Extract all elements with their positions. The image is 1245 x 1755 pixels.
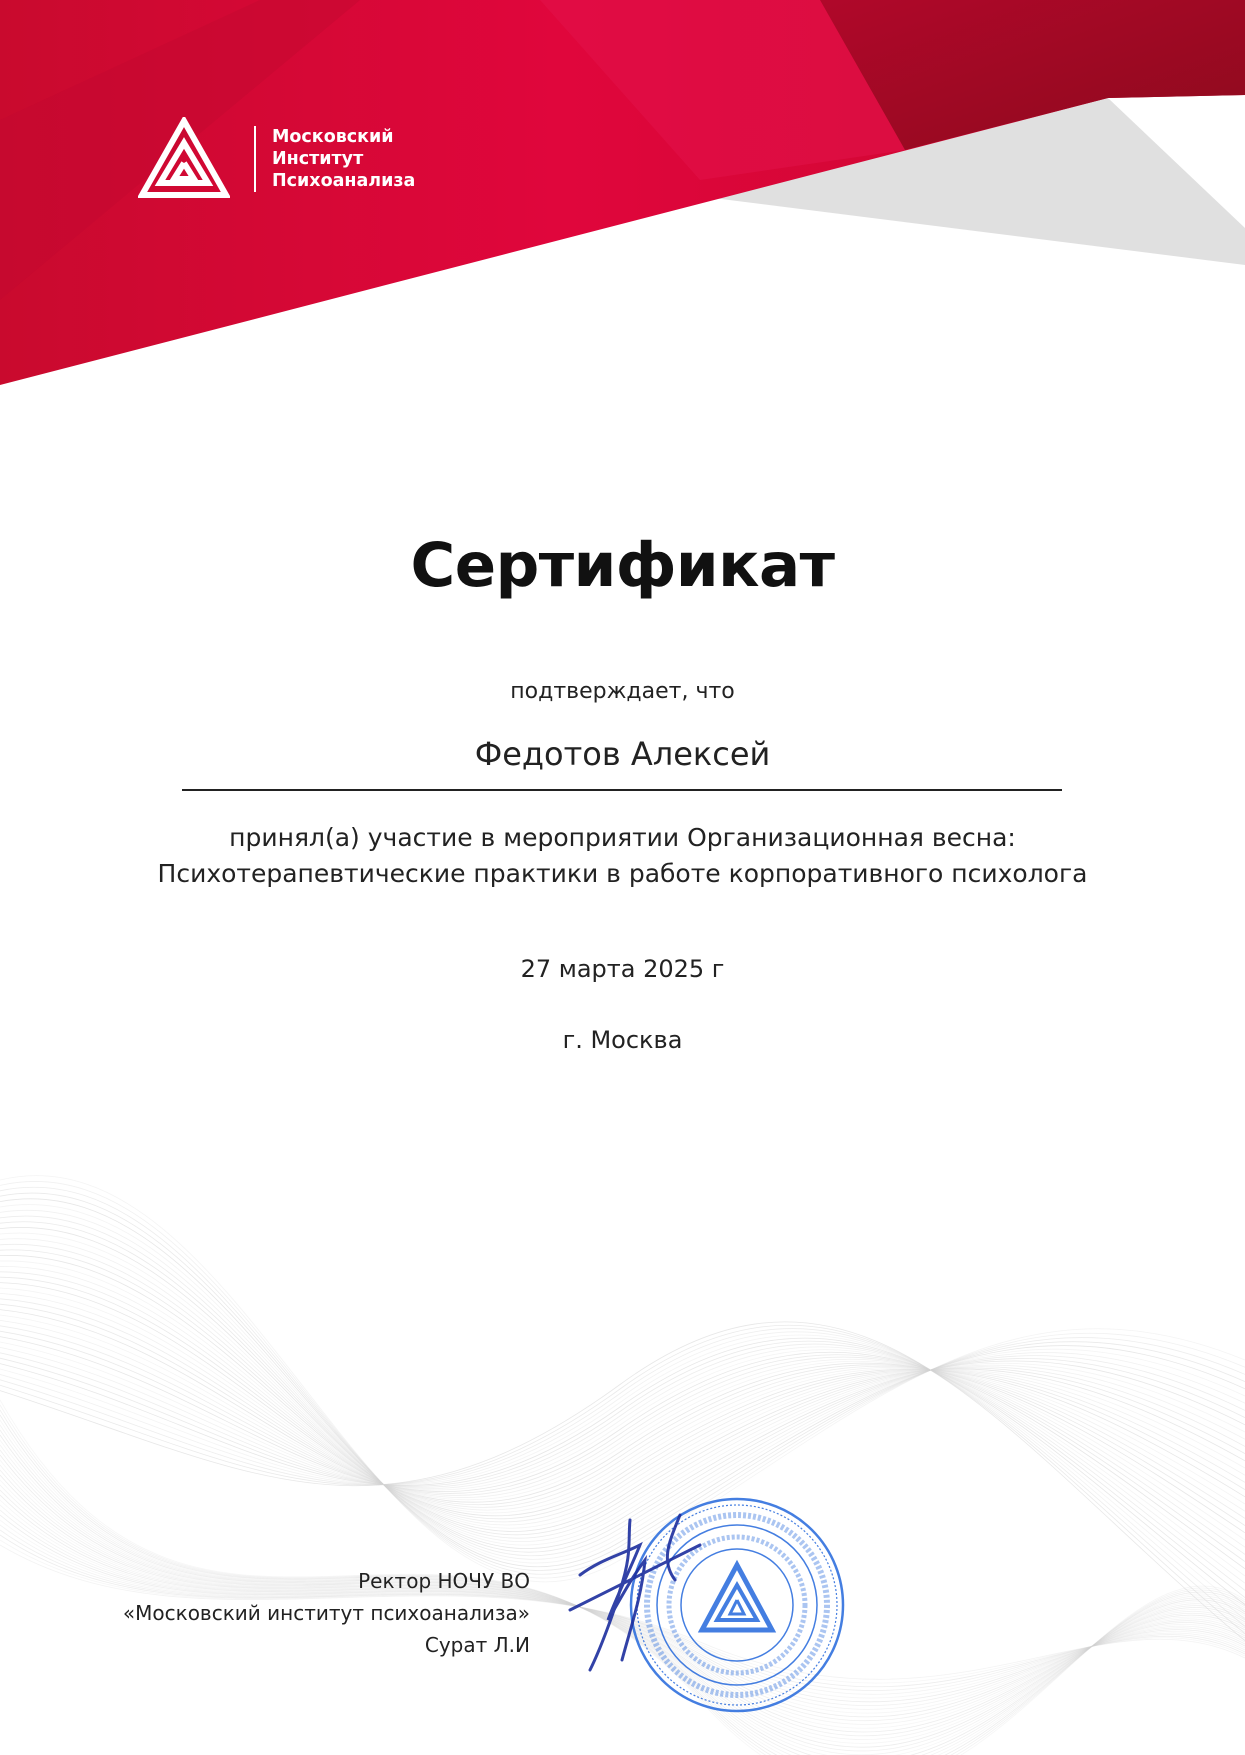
logo-divider xyxy=(254,126,256,192)
signer-block xyxy=(123,1565,530,1661)
wave-line xyxy=(0,1299,1245,1519)
logo-line-3: Психоанализа xyxy=(272,171,416,191)
wave-line xyxy=(0,1283,1245,1516)
recipient-name: Федотов Алексей xyxy=(474,735,771,773)
description-line-1: принял(а) участие в мероприятии Организационная весна: xyxy=(229,823,1016,852)
signer-role: Ректор НОЧУ ВО xyxy=(358,1569,530,1593)
triangle-knot-logo-icon xyxy=(138,117,230,201)
name-underline xyxy=(182,789,1062,791)
logo-line-1: Московский xyxy=(272,127,394,147)
event-description xyxy=(0,820,1245,892)
signer-organization: «Московский институт психоанализа» xyxy=(122,1601,530,1625)
description-line-2: Психотерапевтические практики в работе корпоративного психолога xyxy=(157,859,1088,888)
event-date: 27 марта 2025 г xyxy=(520,955,725,983)
event-city: г. Москва xyxy=(562,1026,683,1054)
rector-signature xyxy=(560,1500,740,1680)
institute-logo xyxy=(138,117,415,201)
confirms-text: подтверждает, что xyxy=(510,679,735,704)
logo-line-2: Институт xyxy=(272,149,364,169)
logo-text xyxy=(272,126,415,192)
signer-name: Сурат Л.И xyxy=(424,1633,530,1657)
certificate-title: Сертификат xyxy=(410,530,835,601)
wave-line xyxy=(0,1261,1245,1528)
